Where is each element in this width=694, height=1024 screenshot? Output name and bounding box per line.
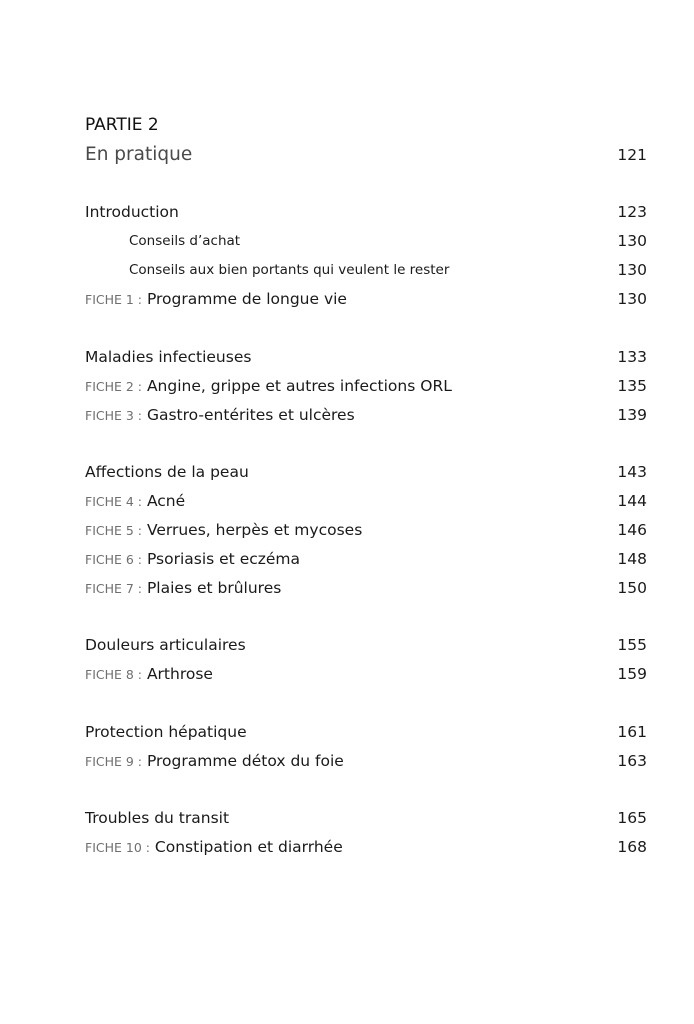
toc-entry-title: Maladies infectieuses	[85, 348, 252, 366]
toc-entry-text	[85, 374, 452, 399]
toc-entry-title: Douleurs articulaires	[85, 636, 246, 654]
fiche-label: FICHE 6 :	[85, 552, 143, 567]
toc-page-number: 168	[617, 838, 647, 856]
toc-fiche-3	[85, 403, 647, 427]
toc-page-number: 150	[617, 579, 647, 597]
toc-section-douleurs-articulaires	[85, 633, 647, 657]
toc-section-troubles-transit	[85, 806, 647, 830]
toc-entry-text	[85, 662, 213, 687]
toc-page-number: 161	[617, 723, 647, 741]
toc-page-number: 163	[617, 752, 647, 770]
toc-section-maladies-infectieuses	[85, 345, 647, 369]
toc-fiche-1	[85, 287, 647, 311]
toc-entry-text	[85, 749, 344, 774]
fiche-label: FICHE 1 :	[85, 292, 143, 307]
toc-entry-title: Verrues, herpès et mycoses	[146, 521, 363, 539]
toc-fiche-5	[85, 518, 647, 542]
toc-entry-title: Angine, grippe et autres infections ORL	[146, 377, 452, 395]
toc-page-number: 133	[617, 348, 647, 366]
toc-entry-text	[85, 489, 185, 514]
toc-page-number: 146	[617, 521, 647, 539]
fiche-label: FICHE 10 :	[85, 840, 150, 855]
toc-entry-text	[85, 287, 347, 312]
fiche-label: FICHE 3 :	[85, 408, 143, 423]
toc-entry-title: Gastro-entérites et ulcères	[146, 406, 355, 424]
toc-entry-title: Arthrose	[146, 665, 213, 683]
toc-fiche-2	[85, 374, 647, 398]
toc-fiche-8	[85, 662, 647, 686]
toc-entry-text	[85, 547, 300, 572]
toc-entry-text	[85, 576, 281, 601]
fiche-label: FICHE 8 :	[85, 667, 143, 682]
toc-page-number: 148	[617, 550, 647, 568]
toc-page-number: 165	[617, 809, 647, 827]
toc-entry-text	[85, 403, 355, 428]
toc-entry-title: Programme de longue vie	[146, 290, 347, 308]
toc-entry-title: Introduction	[85, 203, 179, 221]
toc-sub-conseils-achat	[85, 229, 647, 253]
toc-fiche-10	[85, 835, 647, 859]
part-title-row	[85, 142, 647, 168]
part-title: En pratique	[85, 144, 193, 165]
toc-fiche-7	[85, 576, 647, 600]
toc-entry-title: Psoriasis et eczéma	[146, 550, 301, 568]
toc-entry-title: Troubles du transit	[85, 809, 230, 827]
part-label: PARTIE 2	[85, 115, 159, 135]
toc-fiche-9	[85, 749, 647, 773]
toc-entry-title: Acné	[146, 492, 186, 510]
toc-entry-title: Protection hépatique	[85, 723, 247, 741]
toc-entry-title: Programme détox du foie	[146, 752, 344, 770]
toc-entry-title: Plaies et brûlures	[146, 579, 282, 597]
fiche-label: FICHE 4 :	[85, 494, 143, 509]
toc-entry-title: Conseils aux bien portants qui veulent le rester	[129, 262, 450, 278]
toc-page-number: 123	[617, 203, 647, 221]
toc-entry-title: Constipation et diarrhée	[154, 838, 343, 856]
toc-page-number: 139	[617, 406, 647, 424]
toc-page-number: 144	[617, 492, 647, 510]
toc-fiche-6	[85, 547, 647, 571]
toc-page-number: 130	[617, 290, 647, 308]
fiche-label: FICHE 2 :	[85, 379, 143, 394]
fiche-label: FICHE 5 :	[85, 523, 143, 538]
toc-section-affections-peau	[85, 460, 647, 484]
toc-page-number: 130	[617, 261, 647, 279]
toc-page-number: 155	[617, 636, 647, 654]
toc-entry-title: Affections de la peau	[85, 463, 249, 481]
toc-sub-conseils-bien-portants	[85, 258, 647, 282]
toc-page-number: 135	[617, 377, 647, 395]
toc-entry-text	[85, 518, 362, 543]
toc-section-protection-hepatique	[85, 720, 647, 744]
toc-page-number: 159	[617, 665, 647, 683]
toc-entry-text	[85, 835, 343, 860]
fiche-label: FICHE 7 :	[85, 581, 143, 596]
toc-page-number: 143	[617, 463, 647, 481]
fiche-label: FICHE 9 :	[85, 754, 143, 769]
part-page-number: 121	[617, 146, 647, 164]
toc-entry-title: Conseils d’achat	[129, 233, 241, 249]
toc-section-introduction	[85, 200, 647, 224]
toc-fiche-4	[85, 489, 647, 513]
toc-page-number: 130	[617, 232, 647, 250]
